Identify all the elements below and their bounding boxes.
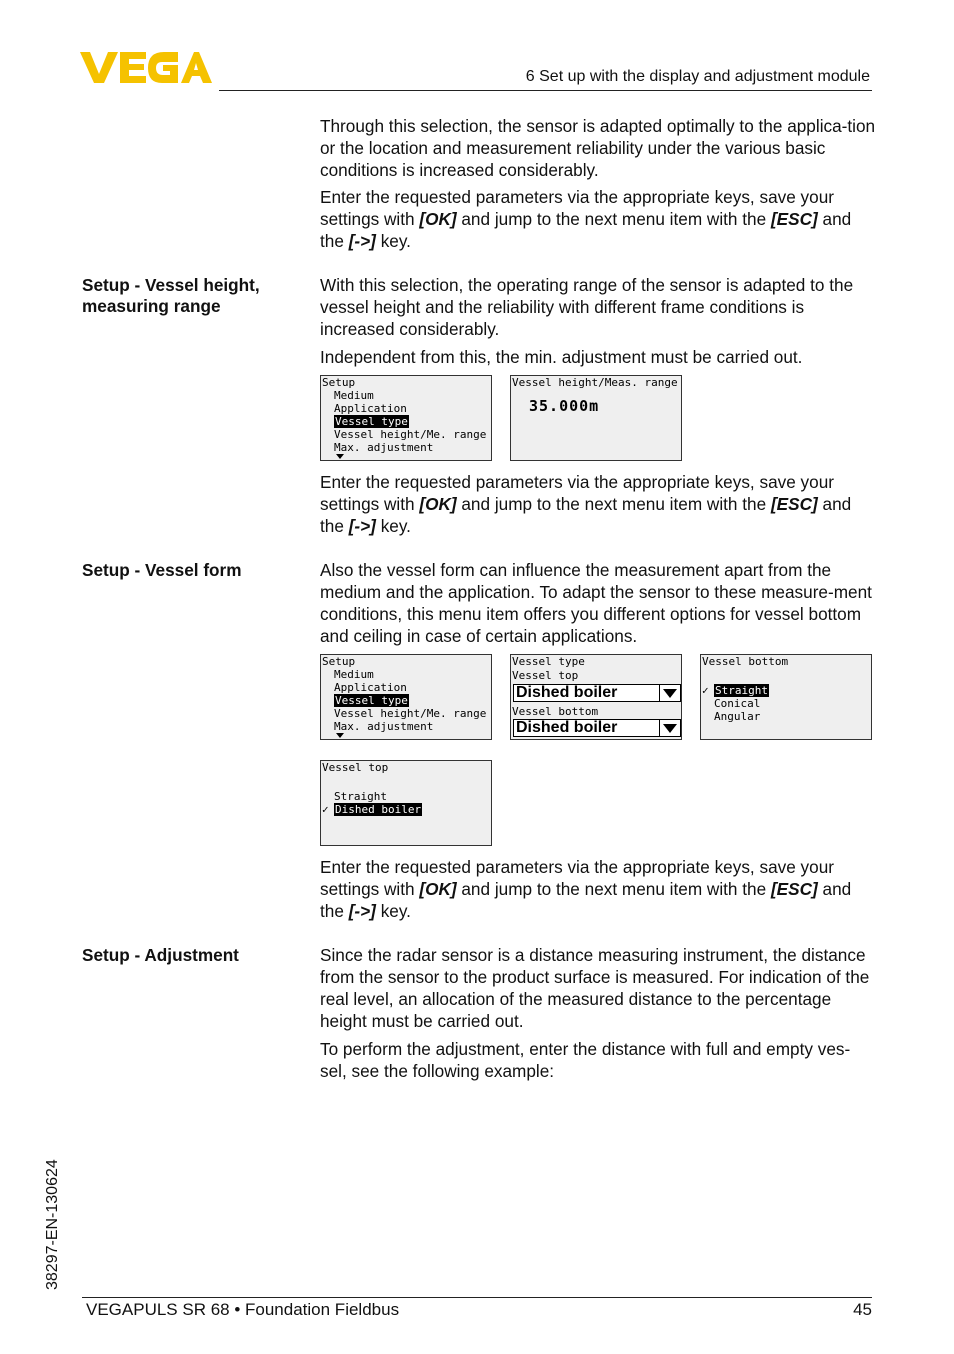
check-icon: ✓ xyxy=(702,684,709,697)
lcd-title: Vessel bottom xyxy=(702,655,789,668)
lcd-option: Conical xyxy=(714,697,761,710)
lcd-setup-menu-1 xyxy=(320,375,492,461)
dropdown-value: Dished boiler xyxy=(516,719,618,736)
lcd-menu-item: Vessel height/Me. range xyxy=(334,428,487,441)
lcd-vessel-top xyxy=(320,760,492,846)
intro-paragraph: Through this selection, the sensor is adapted optimally to the applica-tion or the location and measurement reliability under the various basic conditions is increased considerably. xyxy=(320,116,876,180)
lcd-label-vessel-bottom: Vessel bottom xyxy=(512,705,599,718)
lcd-menu-item: Medium xyxy=(334,389,374,402)
adjustment-example-intro: To perform the adjustment, enter the distance with full and empty ves-sel, see the following example: xyxy=(320,1039,851,1081)
side-heading-vessel-height: Setup - Vessel height, measuring range xyxy=(82,275,260,316)
lcd-vessel-type xyxy=(510,654,682,740)
footer-product: VEGAPULS SR 68 • Foundation Fieldbus xyxy=(86,1300,400,1319)
scroll-down-icon xyxy=(336,454,344,459)
lcd-menu-item: Max. adjustment xyxy=(334,720,434,733)
section-header: 6 Set up with the display and adjustment module xyxy=(525,68,870,85)
lcd-title: Vessel type xyxy=(512,655,585,668)
lcd-menu-item: Application xyxy=(334,681,407,694)
lcd-menu-item: Vessel height/Me. range xyxy=(334,707,487,720)
page-number: 45 xyxy=(853,1300,872,1319)
header-divider xyxy=(219,90,872,91)
side-heading-adjustment: Setup - Adjustment xyxy=(82,945,239,965)
enter-instructions-3: Enter the requested parameters via the appropriate keys, save your settings with [OK] and jump to the next menu item with the [ESC] and the [->] key. xyxy=(320,857,852,921)
lcd-vessel-bottom xyxy=(700,654,872,740)
lcd-title: Setup xyxy=(322,376,356,389)
lcd-value: 35.000m xyxy=(529,397,600,415)
lcd-menu-item: Medium xyxy=(334,668,374,681)
enter-instructions-2: Enter the requested parameters via the appropriate keys, save your settings with [OK] and jump to the next menu item with the [ESC] and the [->] key. xyxy=(320,472,852,536)
lcd-menu-item: Application xyxy=(334,402,407,415)
vessel-top-dropdown xyxy=(513,684,681,702)
check-icon: ✓ xyxy=(322,803,329,816)
vessel-form-paragraph: Also the vessel form can influence the measurement apart from the medium and the application. To adapt the sensor to these measure-ment conditions, this menu item offers you different options for vessel bottom and ceiling in case of certain applications. xyxy=(320,560,872,646)
lcd-vessel-height xyxy=(510,375,682,461)
side-heading-vessel-form: Setup - Vessel form xyxy=(82,560,242,580)
lcd-menu-item-selected: Vessel type xyxy=(335,694,408,707)
lcd-option-selected: Straight xyxy=(715,684,768,697)
lcd-option: Angular xyxy=(714,710,761,723)
lcd-label-vessel-top: Vessel top xyxy=(512,669,579,682)
vessel-height-paragraph: With this selection, the operating range of the sensor is adapted to the vessel height and the reliability with different frame conditions is increased considerably. xyxy=(320,275,854,339)
lcd-title: Setup xyxy=(322,655,356,668)
document-id: 38297-EN-130624 xyxy=(44,1159,61,1290)
vega-logo xyxy=(80,50,212,84)
vessel-height-note: Independent from this, the min. adjustment must be carried out. xyxy=(320,347,803,367)
lcd-option-selected: Dished boiler xyxy=(335,803,422,816)
lcd-title: Vessel top xyxy=(322,761,389,774)
lcd-setup-menu-2 xyxy=(320,654,492,740)
scroll-down-icon xyxy=(336,733,344,738)
adjustment-paragraph: Since the radar sensor is a distance measuring instrument, the distance from the sensor to the product surface is measured. For indication of the real level, an allocation of the measured distance to the percentage height must be carried out. xyxy=(320,945,870,1031)
lcd-menu-item: Max. adjustment xyxy=(334,441,434,454)
lcd-option: Straight xyxy=(334,790,387,803)
lcd-menu-item-selected: Vessel type xyxy=(335,415,408,428)
footer-divider xyxy=(82,1297,872,1298)
lcd-title: Vessel height/Meas. range xyxy=(512,376,678,389)
dropdown-arrow-icon xyxy=(659,720,680,736)
enter-instructions-1: Enter the requested parameters via the appropriate keys, save your settings with [OK] and jump to the next menu item with the [ESC] and the [->] key. xyxy=(320,187,852,251)
vessel-bottom-dropdown xyxy=(513,719,681,737)
dropdown-arrow-icon xyxy=(659,685,680,701)
dropdown-value: Dished boiler xyxy=(516,684,618,701)
